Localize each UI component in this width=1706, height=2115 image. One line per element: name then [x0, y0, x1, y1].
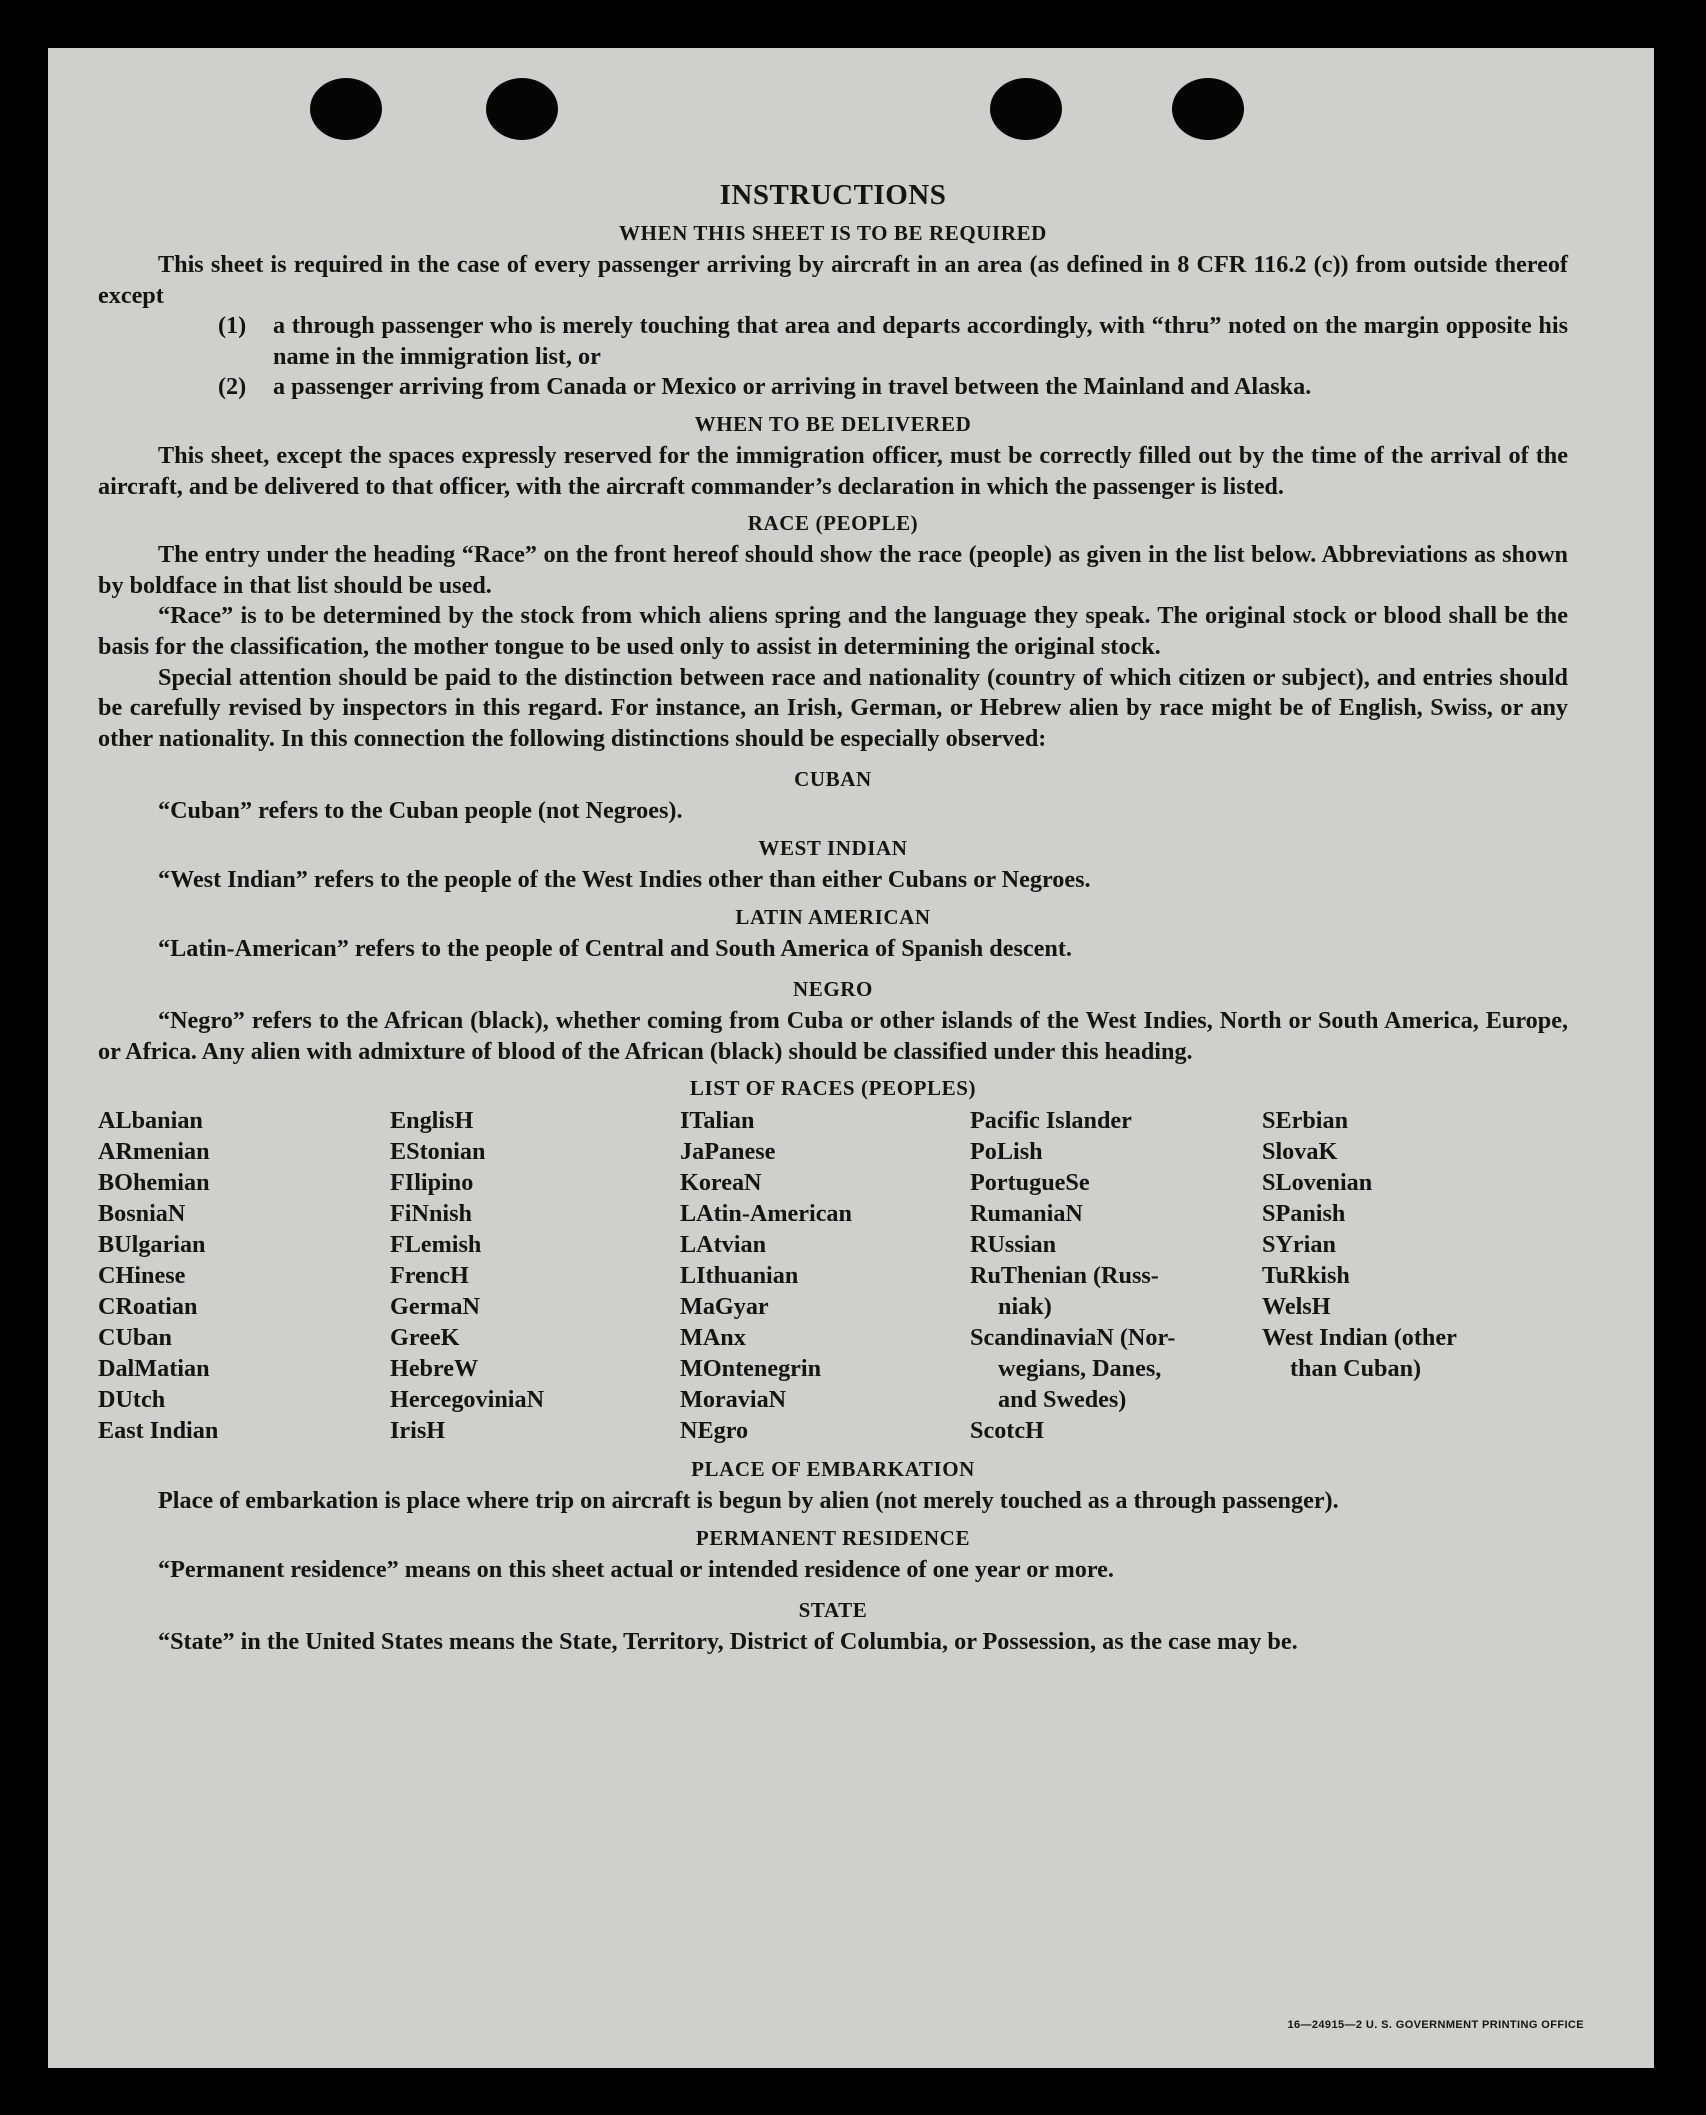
race-entry: GermaN — [390, 1293, 480, 1321]
race-column — [1262, 1105, 1562, 1446]
latin-american-text: “Latin-American” refers to the people of Central and South America of Spanish descent. — [158, 934, 1072, 962]
race-entry: ScandinaviaN (Nor- — [970, 1324, 1176, 1352]
race-entry: SlovaK — [1262, 1138, 1338, 1166]
item-number: (1) — [218, 312, 247, 340]
race-entry: ARmenian — [98, 1138, 210, 1166]
race-paragraph-3: Special attention should be paid to the distinction between race and nationality (country of which citizen or subject), and entries should be carefully revised by inspectors in this regard. For instance, an Irish, German, or Hebrew alien by race might be of English, Swiss, or any other nationality. In this connection the following distinctions should be especially observed: — [98, 663, 1568, 752]
race-entry: BOhemian — [98, 1169, 210, 1197]
race-entry: ALbanian — [98, 1107, 203, 1135]
race-entry: MaGyar — [680, 1293, 769, 1321]
race-entry: FIlipino — [390, 1169, 474, 1197]
race-entry: SYrian — [1262, 1231, 1336, 1259]
race-entry: HercegoviniaN — [390, 1386, 545, 1414]
race-entry: DalMatian — [98, 1355, 210, 1383]
race-column — [680, 1105, 970, 1446]
race-entry: HebreW — [390, 1355, 479, 1383]
heading-when-required: WHEN THIS SHEET IS TO BE REQUIRED — [619, 221, 1047, 245]
race-entry: EStonian — [390, 1138, 486, 1166]
race-entry: CRoatian — [98, 1293, 198, 1321]
race-entry: ScotcH — [970, 1417, 1044, 1445]
race-entry: than Cuban) — [1290, 1355, 1422, 1383]
instructions-body — [98, 178, 1568, 1658]
race-entry: MAnx — [680, 1324, 746, 1352]
race-entry: JaPanese — [680, 1138, 776, 1166]
heading-race: RACE (PEOPLE) — [747, 511, 919, 536]
heading-state: STATE — [798, 1598, 868, 1623]
race-entry: FLemish — [390, 1231, 482, 1259]
negro-text: “Negro” refers to the African (black), whether coming from Cuba or other islands of the West Indies, North or South America, Europe, or Africa. Any alien with admixture of blood of the African (black) should be classified under this heading. — [98, 1007, 1568, 1065]
when-required-intro: This sheet is required in the case of every passenger arriving by aircraft in an area (as defined in 8 CFR 116.2 (c)) from outside thereof except — [98, 251, 1568, 309]
race-paragraph-2: “Race” is to be determined by the stock from which aliens spring and the language they speak. The original stock or blood shall be the basis for the classification, the mother tongue to be used only to assist in determining the original stock. — [98, 602, 1568, 660]
race-entry: CHinese — [98, 1262, 186, 1290]
race-column — [970, 1105, 1262, 1446]
heading-negro: NEGRO — [792, 977, 873, 1002]
page-title: INSTRUCTIONS — [719, 179, 947, 211]
heading-latin-american: LATIN AMERICAN — [735, 904, 931, 929]
race-entry: SLovenian — [1262, 1169, 1373, 1197]
item-number: (2) — [218, 373, 247, 401]
residence-text: “Permanent residence” means on this sheet actual or intended residence of one year or more. — [158, 1555, 1114, 1583]
punch-hole — [990, 78, 1062, 140]
race-entry: KoreaN — [680, 1169, 762, 1197]
race-entry: SErbian — [1262, 1107, 1349, 1135]
race-entry: GreeK — [390, 1324, 460, 1352]
race-entry: MoraviaN — [680, 1386, 787, 1414]
heading-west-indian: WEST INDIAN — [758, 835, 908, 860]
heading-when-delivered: WHEN TO BE DELIVERED — [694, 411, 972, 436]
race-column — [98, 1105, 390, 1446]
race-entry: East Indian — [98, 1417, 219, 1445]
punch-hole — [1172, 78, 1244, 140]
race-entry: IrisH — [390, 1417, 446, 1445]
west-indian-text: “West Indian” refers to the people of the West Indies other than either Cubans or Negroes. — [158, 865, 1091, 893]
race-entry: PortugueSe — [970, 1169, 1090, 1197]
race-entry: LIthuanian — [680, 1262, 799, 1290]
race-entry: TuRkish — [1262, 1262, 1350, 1290]
race-entry: RuThenian (Russ- — [970, 1262, 1159, 1290]
race-list — [98, 1105, 1568, 1446]
heading-list-of-races: LIST OF RACES (PEOPLES) — [689, 1076, 977, 1101]
exception-item — [218, 372, 1568, 403]
exception-item — [218, 311, 1568, 372]
race-entry: LAtin-American — [680, 1200, 852, 1228]
printing-office-footer: 16—24915—2 U. S. GOVERNMENT PRINTING OFFICE — [1287, 2019, 1584, 2031]
race-entry: niak) — [998, 1293, 1052, 1321]
race-entry: West Indian (other — [1262, 1324, 1457, 1352]
race-entry: and Swedes) — [998, 1386, 1127, 1414]
race-entry: WelsH — [1262, 1293, 1331, 1321]
race-entry: RumaniaN — [970, 1200, 1083, 1228]
item-text: a through passenger who is merely touching that area and departs accordingly, with “thru” noted on the margin opposite his name in the immigration list, or — [273, 312, 1568, 370]
race-entry: CUban — [98, 1324, 172, 1352]
punch-hole — [310, 78, 382, 140]
race-entry: BUlgarian — [98, 1231, 206, 1259]
race-entry: DUtch — [98, 1386, 166, 1414]
when-delivered-text: This sheet, except the spaces expressly reserved for the immigration officer, must be correctly filled out by the time of the arrival of the aircraft, and be delivered to that officer, with the aircraft commander’s declaration in which the passenger is listed. — [98, 441, 1568, 500]
race-column — [390, 1105, 680, 1446]
race-entry: NEgro — [680, 1417, 749, 1445]
document-page — [48, 48, 1654, 2068]
heading-embarkation: PLACE OF EMBARKATION — [691, 1457, 975, 1482]
race-entry: LAtvian — [680, 1231, 767, 1259]
race-entry: RUssian — [970, 1231, 1057, 1259]
race-entry: Pacific Islander — [970, 1107, 1132, 1135]
race-entry: FrencH — [390, 1262, 469, 1290]
heading-residence: PERMANENT RESIDENCE — [695, 1525, 971, 1550]
race-entry: PoLish — [970, 1138, 1043, 1166]
race-entry: EnglisH — [390, 1107, 474, 1135]
race-entry: ITalian — [680, 1107, 755, 1135]
item-text: a passenger arriving from Canada or Mexico or arriving in travel between the Mainland and Alaska. — [273, 373, 1312, 401]
state-text: “State” in the United States means the State, Territory, District of Columbia, or Possession, as the case may be. — [158, 1628, 1298, 1656]
punch-hole — [486, 78, 558, 140]
race-entry: wegians, Danes, — [998, 1355, 1162, 1383]
cuban-text: “Cuban” refers to the Cuban people (not Negroes). — [158, 797, 683, 825]
race-entry: FiNnish — [390, 1200, 472, 1228]
embarkation-text: Place of embarkation is place where trip on aircraft is begun by alien (not merely touched as a through passenger). — [158, 1487, 1339, 1515]
heading-cuban: CUBAN — [794, 767, 872, 792]
race-entry: BosniaN — [98, 1200, 186, 1228]
race-paragraph-1: The entry under the heading “Race” on the front hereof should show the race (people) as given in the list below. Abbreviations as shown by boldface in that list should be used. — [98, 541, 1568, 599]
race-entry: SPanish — [1262, 1200, 1346, 1228]
race-entry: MOntenegrin — [680, 1355, 822, 1383]
